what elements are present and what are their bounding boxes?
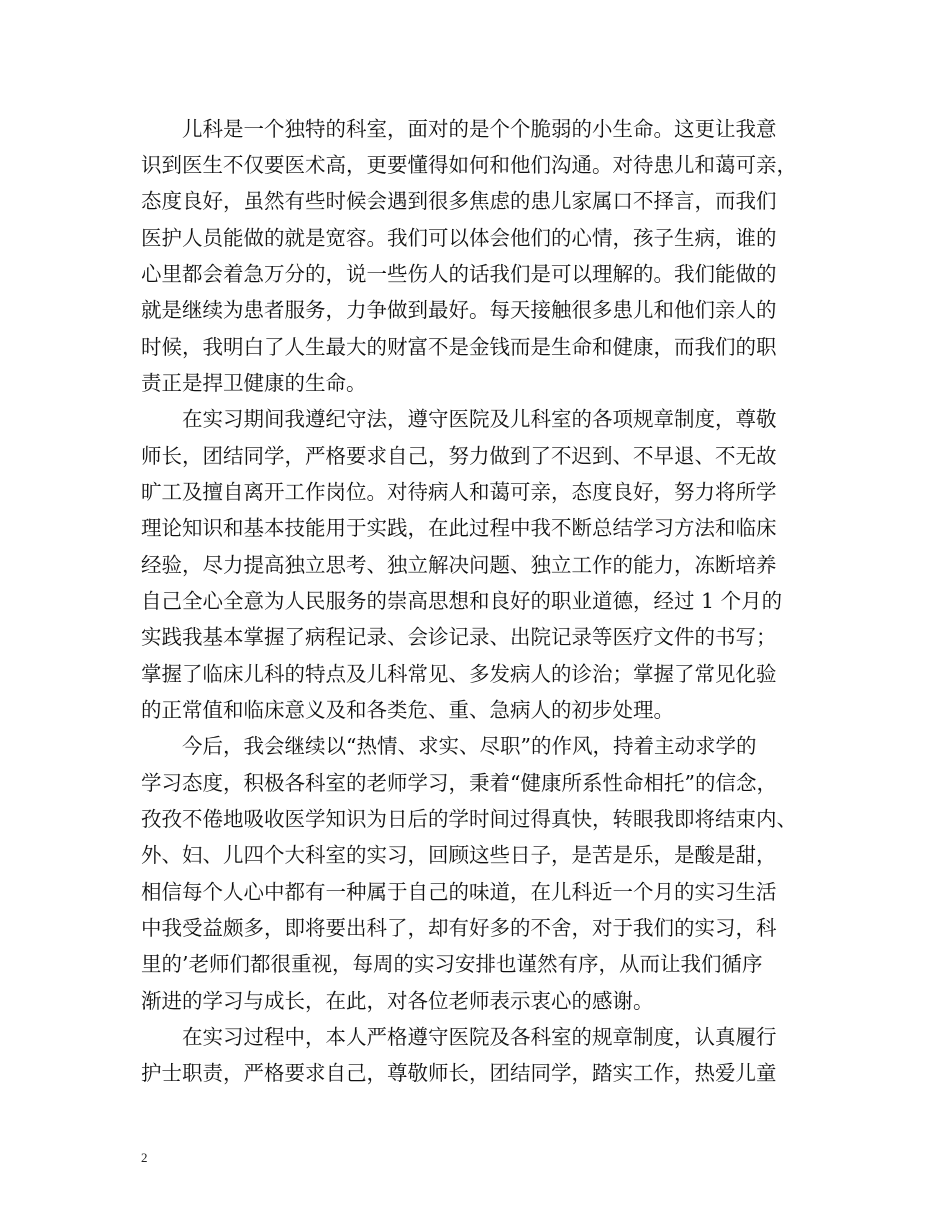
text-line: 中我受益颇多，即将要出科了，却有好多的不舍，对于我们的实习，科 [141,916,777,940]
text-line: 旷工及擅自离开工作岗位。对待病人和蔼可亲，态度良好，努力将所学 [141,480,777,504]
text-line: 在实习期间我遵纪守法，遵守医院及儿科室的各项规章制度，尊敬 [141,407,777,431]
text-line: 医护人员能做的就是宽容。我们可以体会他们的心情，孩子生病，谁的 [141,226,777,250]
text-line: 态度良好，虽然有些时候会遇到很多焦虑的患儿家属口不择言，而我们 [141,189,777,213]
text-line: 掌握了临床儿科的特点及儿科常见、多发病人的诊治；掌握了常见化验 [141,662,777,686]
text-line: 心里都会着急万分的，说一些伤人的话我们是可以理解的。我们能做的 [141,262,777,286]
text-line: 时候，我明白了人生最大的财富不是金钱而是生命和健康，而我们的职 [141,335,777,359]
text-line: 师长，团结同学，严格要求自己，努力做到了不迟到、不早退、不无故 [141,444,777,468]
text-line: 儿科是一个独特的科室，面对的是个个脆弱的小生命。这更让我意 [141,117,777,141]
text-line: 自己全心全意为人民服务的崇高思想和良好的职业道德，经过 1 个月的 [141,589,783,613]
text-line: 的正常值和临床意义及和各类危、重、急病人的初步处理。 [141,698,674,722]
text-line: 孜孜不倦地吸收医学知识为日后的学时间过得真快，转眼我即将结束内、 [141,807,797,831]
text-line: 理论知识和基本技能用于实践，在此过程中我不断总结学习方法和临床 [141,516,777,540]
text-line: 护士职责，严格要求自己，尊敬师长，团结同学，踏实工作，热爱儿童 [141,1061,777,1085]
text-line: 学习态度，积极各科室的老师学习，秉着“健康所系性命相托”的信念， [141,771,777,795]
text-line: 里的’老师们都很重视，每周的实习安排也谨然有序，从而让我们循序 [141,952,763,976]
text-line: 相信每个人心中都有一种属于自己的味道，在儿科近一个月的实习生活 [141,880,777,904]
text-line: 识到医生不仅要医术高，更要懂得如何和他们沟通。对待患儿和蔼可亲， [141,153,797,177]
text-line: 经验，尽力提高独立思考、独立解决问题、独立工作的能力，冻断培养 [141,553,777,577]
text-line: 外、妇、儿四个大科室的实习，回顾这些日子，是苦是乐，是酸是甜， [141,843,777,867]
text-line: 责正是捍卫健康的生命。 [141,371,367,395]
text-line: 就是继续为患者服务，力争做到最好。每天接触很多患儿和他们亲人的 [141,298,777,322]
page-number: 2 [141,1150,148,1165]
text-line: 在实习过程中，本人严格遵守医院及各科室的规章制度，认真履行 [141,1025,777,1049]
text-line: 实践我基本掌握了病程记录、会诊记录、出院记录等医疗文件的书写； [141,625,777,649]
text-line: 渐进的学习与成长，在此，对各位老师表示衷心的感谢。 [141,989,654,1013]
text-line: 今后，我会继续以“热情、求实、尽职”的作风，持着主动求学的 [141,734,757,758]
